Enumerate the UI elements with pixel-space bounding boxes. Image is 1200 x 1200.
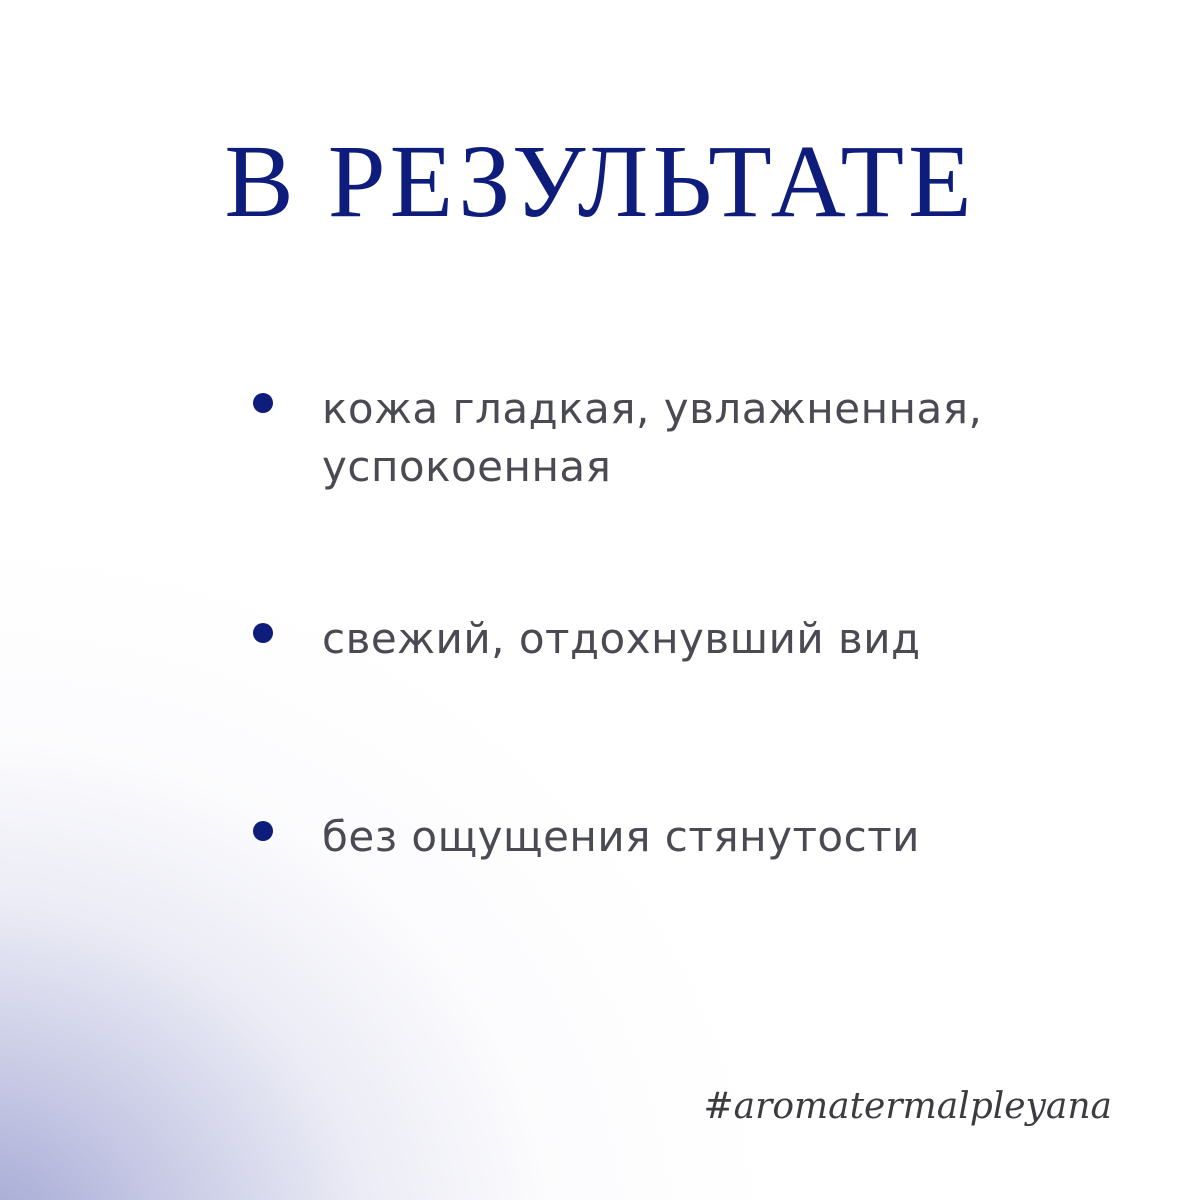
page-title: В РЕЗУЛЬТАТЕ [224, 124, 976, 239]
list-item-text: свежий, отдохнувший вид [322, 614, 921, 663]
bullet-icon [253, 623, 273, 643]
bullet-icon [253, 393, 273, 413]
bullet-icon [253, 821, 273, 841]
list-item-text: кожа гладкая, увлажненная, успокоенная [322, 384, 983, 491]
list-item-text: без ощущения стянутости [322, 812, 920, 861]
hashtag: #aromatermalpleyana [703, 1086, 1112, 1127]
